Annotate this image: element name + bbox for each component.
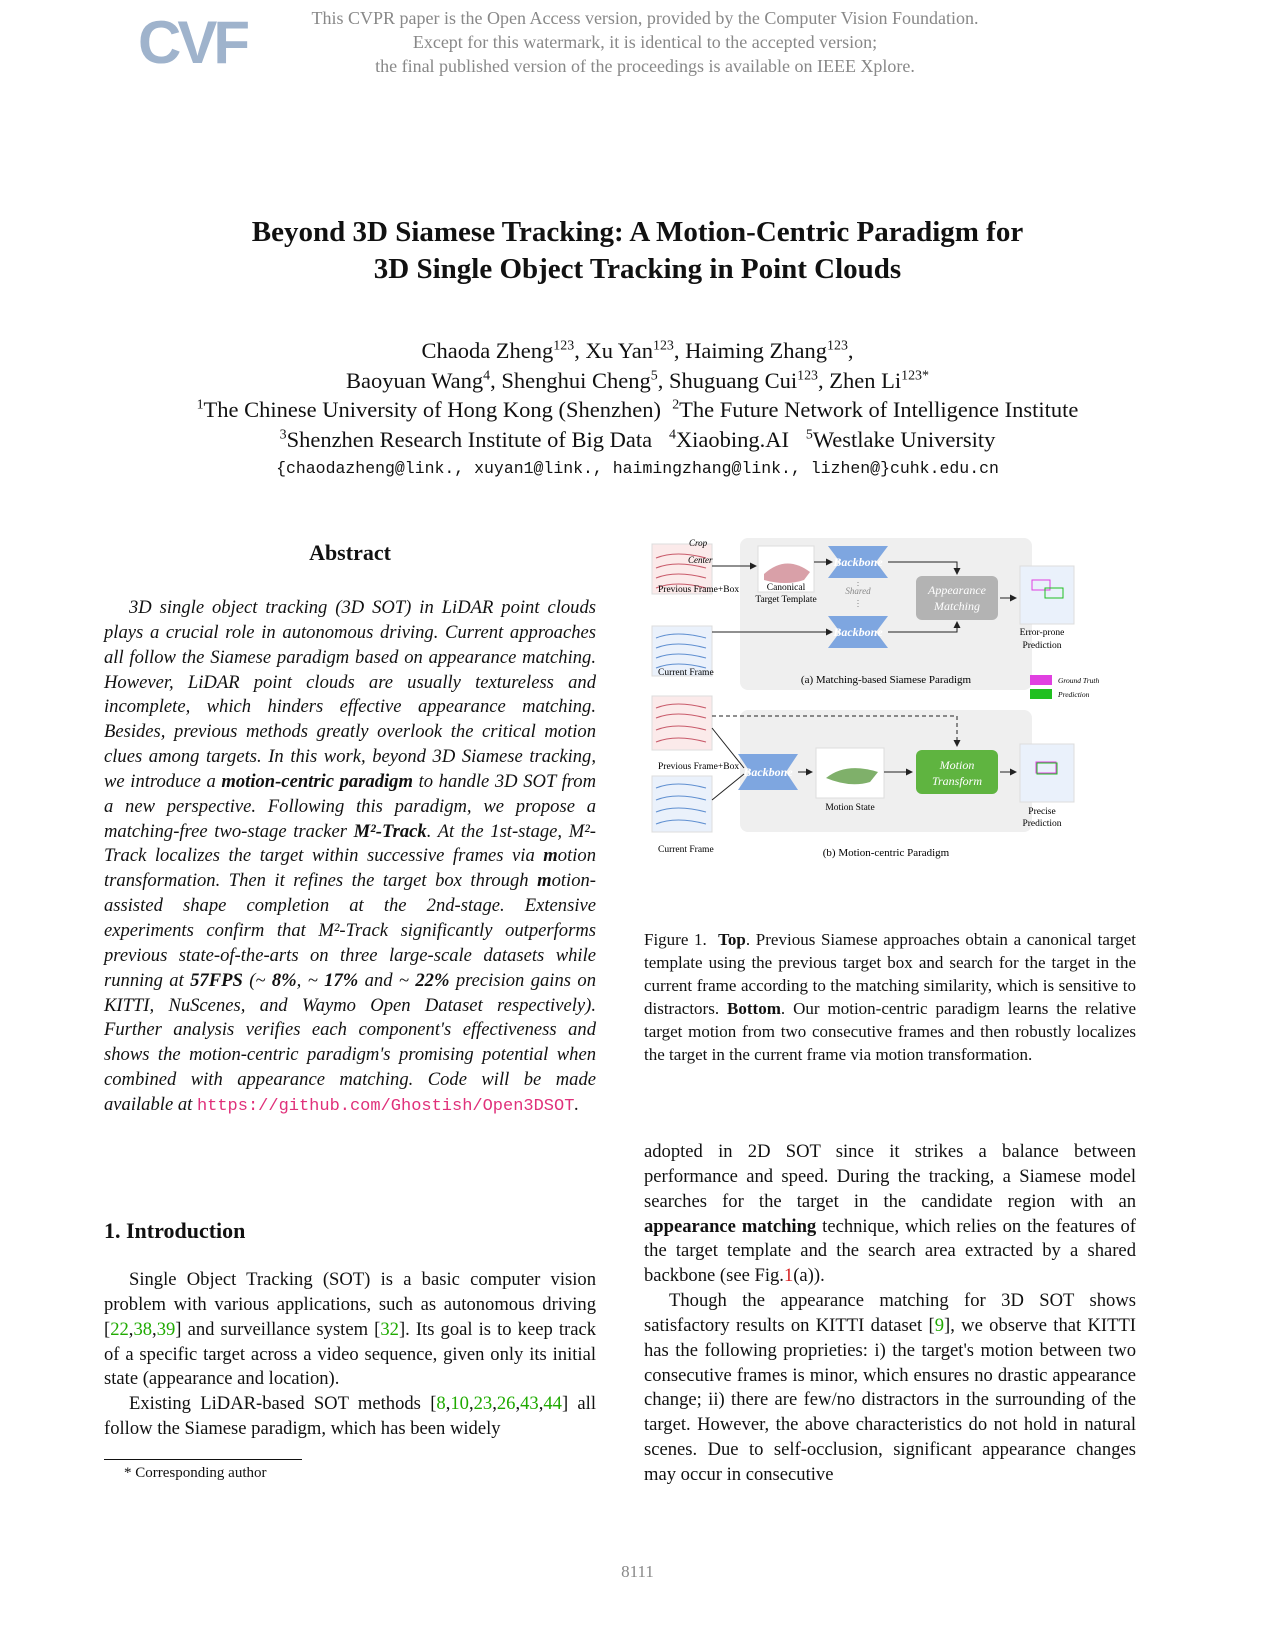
affiliation: Xiaobing.AI (675, 426, 790, 452)
affil-number: 4 (668, 427, 676, 442)
subcaption-b: (b) Motion-centric Paradigm (822, 847, 950, 859)
error-label: Prediction (1022, 641, 1062, 651)
legend-label: Ground Truth (1058, 676, 1100, 685)
backbone-label: Backbone (833, 555, 883, 569)
abstract-heading: Abstract (309, 540, 391, 565)
intro-body (104, 1268, 596, 1442)
subcaption-a: (a) Matching-based Siamese Paradigm (800, 674, 972, 686)
shared-label: Shared (845, 586, 871, 596)
backbone-label: Backbone (743, 765, 793, 779)
footnote-rule (104, 1459, 302, 1460)
author: Shuguang Cui (668, 367, 798, 393)
legend-label: Prediction (1058, 690, 1090, 699)
affiliation-line (0, 425, 1275, 455)
watermark-line: This CVPR paper is the Open Access version, provided by the Computer Vision Foundation. (311, 8, 979, 28)
paragraph: adopted in 2D SOT since it strikes a balance between performance and speed. During the tracking, a Siamese model searches for the target in the candidate region with an appearance matching technique, which relies on the features of the target template and the search area extracted by a shared backbone (see Fig.1(a)). (644, 1141, 1136, 1287)
author-emails[interactable]: {chaodazheng@link., xuyan1@link., haimingzhang@link., lizhen@}cuhk.edu.cn (276, 459, 999, 478)
template-label: Target Template (755, 595, 817, 605)
affil-number: 1 (196, 397, 204, 413)
precise-label: Prediction (1022, 819, 1062, 829)
motion-label: Motion (939, 758, 975, 772)
section-heading-introduction: 1. Introduction (104, 1218, 246, 1243)
figure-caption: Figure 1. Top. Previous Siamese approaches obtain a canonical target template using the previous target box and search for the target in the current frame according to the matching similarity, which is sensitive to distractors. Bottom. Our motion-centric paradigm learns the relative target motion from two consecutive frames and then robustly localizes the target in the current frame via motion transformation. (644, 930, 1137, 1064)
author: Zhen Li (829, 367, 902, 393)
footnote: * Corresponding author (124, 1465, 267, 1481)
backbone-label: Backbone (833, 625, 883, 639)
affil-number: 5 (805, 427, 813, 442)
error-label: Error-prone (1019, 628, 1065, 638)
frame-label: Current Frame (658, 668, 714, 678)
code-link[interactable]: https://github.com/Ghostish/Open3DSOT (196, 1096, 575, 1116)
paragraph: Single Object Tracking (SOT) is a basic computer vision problem with various applications, such as autonomous driving [22,38,39] and surveillance system [32]. Its goal is to keep track of a specific target across a video sequence, given only its initial state (appearance and location). (104, 1269, 596, 1390)
affiliation: Westlake University (812, 426, 996, 452)
citation-link[interactable]: 43 (520, 1393, 539, 1415)
legend-swatch-prediction (1030, 689, 1052, 699)
watermark-text (280, 6, 1010, 78)
author-affil: 123 (827, 338, 848, 354)
frame-label: Previous Frame+Box (658, 585, 740, 595)
citation-link[interactable]: 32 (380, 1318, 399, 1340)
affil-number: 3 (279, 427, 287, 442)
author-affil: 123 (652, 338, 674, 354)
crop-label: Crop (689, 538, 708, 548)
paragraph: Though the appearance matching for 3D SOT shows satisfactory results on KITTI dataset [9], we observe that KITTI has the following proprieties: i) the target's motion between two consecutive frames is minor, which ensures no drastic appearance change; ii) there are few/no distractors in the surrounding of the target. However, the above characteristics do not hold in natural scenes. Due to self-occlusion, significant appearance changes may occur in consecutive (644, 1290, 1136, 1485)
arrow (712, 774, 744, 800)
precise-label: Precise (1028, 807, 1056, 817)
citation-link[interactable]: 39 (156, 1318, 176, 1340)
author-affil: 123 (553, 338, 575, 354)
template-label: Canonical (766, 583, 806, 593)
center-label: Center (688, 555, 713, 565)
author-line: Chaoda Zheng$^{123}$, Xu Yan$^{123}$, Haiming Zhang$^{123}$, (421, 338, 854, 363)
watermark-line: Except for this watermark, it is identical to the accepted version; (412, 32, 878, 52)
legend-swatch-ground-truth (1030, 675, 1052, 685)
affil-number: 2 (672, 397, 680, 413)
figure-1 (640, 538, 1136, 908)
author: Xu Yan (585, 338, 653, 363)
frame-label: Previous Frame+Box (658, 762, 740, 772)
paper-title (0, 214, 1275, 288)
affiliation: The Future Network of Intelligence Institute (679, 397, 1079, 422)
author-affil: 5 (650, 368, 658, 383)
right-column-body (644, 1140, 1136, 1488)
author: Baoyuan Wang (346, 367, 484, 393)
cvf-logo: CVF (138, 9, 246, 76)
motion-state-label: Motion State (825, 803, 875, 813)
author-affil: 123 (797, 368, 818, 383)
title-line: Beyond 3D Siamese Tracking: A Motion-Centric Paradigm for (251, 216, 1024, 248)
citation-link[interactable]: 10 (450, 1393, 469, 1415)
affiliation-line (0, 395, 1275, 425)
figure-ref-link[interactable]: 1 (783, 1265, 794, 1287)
page-number: 8111 (621, 1562, 654, 1581)
author-affil: 123* (901, 368, 929, 383)
watermark-line: the final published version of the proceedings is available on IEEE Xplore. (375, 56, 915, 76)
author: Shenghui Cheng (501, 367, 651, 393)
affiliation: Shenzhen Research Institute of Big Data (286, 426, 653, 452)
abstract-body: 3D single object tracking (3D SOT) in LiDAR point clouds plays a crucial role in autonomous driving. Current approaches all follow the Siamese paradigm based on appearance matching. However, LiDAR point clouds are usually textureless and incomplete, which hinders effective appearance matching. Besides, previous methods greatly overlook the critical motion clues among targets. In this work, beyond 3D Siamese tracking, we introduce a motion-centric paradigm to handle 3D SOT from a new perspective. Following this paradigm, we propose a matching-free two-stage tracker M²-Track. At the 1st-stage, M²-Track localizes the target within successive frames via motion transformation. Then it refines the target box through motion-assisted shape completion at the 2nd-stage. Extensive experiments confirm that M²-Track significantly outperforms previous state-of-the-arts on three large-scale datasets while running at 57FPS (~ 8%, ~ 17% and ~ 22% precision gains on KITTI, NuScenes, and Waymo Open Dataset respectively). Further analysis verifies each component's effectiveness and shows the motion-centric paradigm's promising potential when combined with appearance matching. Code will be made available at https://github.com/Ghostish/Open3DSOT. (104, 597, 597, 1116)
motion-label: Transform (931, 774, 983, 788)
citation-link[interactable]: 26 (496, 1393, 516, 1415)
title-line: 3D Single Object Tracking in Point Clouds (373, 253, 902, 285)
citation-link[interactable]: 38 (133, 1318, 153, 1340)
author-line: Baoyuan Wang$^4$, Shenghui Cheng$^5$, Shuguang Cui$^{123}$, Zhen $Li^{123*}$ (346, 367, 929, 393)
error-prone-thumbnail (1020, 566, 1074, 624)
author: Haiming Zhang (685, 338, 827, 363)
author: Chaoda Zheng (421, 338, 554, 363)
citation-link[interactable]: 44 (543, 1393, 562, 1415)
appearance-label: Appearance (928, 583, 986, 597)
paragraph: Existing LiDAR-based SOT methods [8,10,23,26,43,44] all follow the Siamese paradigm, which has been widely (104, 1393, 596, 1440)
author-affil: 4 (483, 368, 491, 383)
frame-label: Current Frame (658, 845, 714, 855)
citation-link[interactable]: 8 (436, 1393, 446, 1415)
citation-link[interactable]: 23 (473, 1393, 493, 1415)
appearance-label: Matching (934, 599, 980, 613)
author-block (0, 336, 1275, 484)
citation-link[interactable]: 22 (110, 1318, 129, 1340)
affiliation: The Chinese University of Hong Kong (Shenzhen) (203, 397, 661, 422)
citation-link[interactable]: 9 (934, 1314, 945, 1336)
